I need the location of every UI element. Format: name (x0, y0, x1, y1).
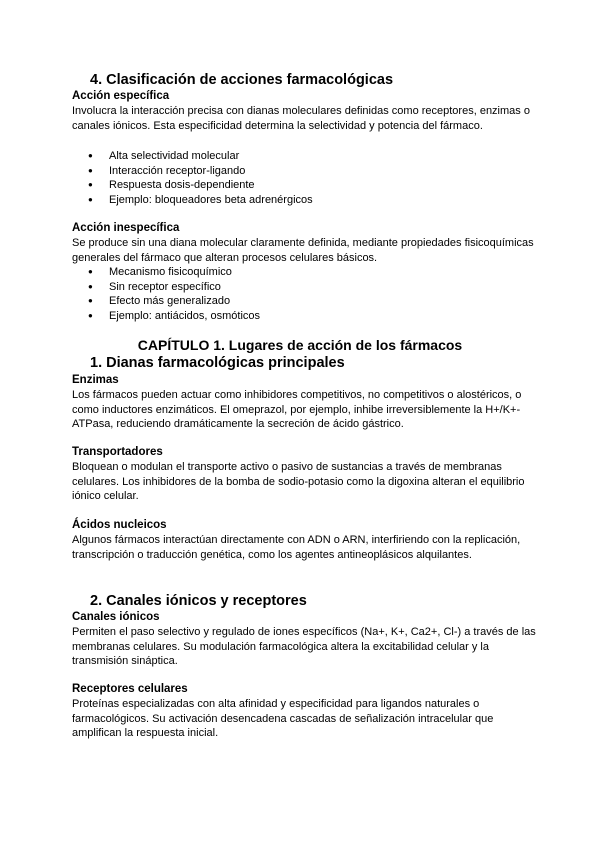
list-item: ● Mecanismo fisicoquímico (88, 265, 260, 280)
list-item: ● Ejemplo: antiácidos, osmóticos (88, 309, 260, 324)
acidos-nucleicos-heading: Ácidos nucleicos (72, 519, 167, 531)
transportadores-heading: Transportadores (72, 446, 163, 458)
canales-ionicos-heading: Canales iónicos (72, 611, 160, 623)
enzimas-text: Los fármacos pueden actuar como inhibidores competitivos, no competitivos o alostéricos, o como inductores enzimáticos. El omeprazol, por ejemplo, inhibe irreversiblemente la H+/K+-ATPasa, reduciendo dramáticamente la secreción de ácido gástrico. (72, 389, 522, 430)
receptores-celulares-heading: Receptores celulares (72, 683, 188, 695)
transportadores-text: Bloquean o modulan el transporte activo o pasivo de sustancias a través de membranas celulares. Los inhibidores de la bomba de sodio-potasio como la digoxina alteran el equilibrio iónico celular. (72, 461, 525, 502)
list-item: ● Interacción receptor-ligando (88, 164, 313, 179)
accion-inespecifica-heading: Acción inespecífica (72, 222, 180, 234)
list-item: ● Sin receptor específico (88, 280, 260, 295)
list-item: ● Alta selectividad molecular (88, 149, 313, 164)
accion-inespecifica-text: Se produce sin una diana molecular claramente definida, mediante propiedades fisicoquímicas generales del fármaco que alteran procesos celulares básicos. (72, 237, 534, 264)
accion-especifica-list (88, 149, 313, 207)
accion-inespecifica-list (88, 265, 260, 323)
list-item: ● Respuesta dosis-dependiente (88, 178, 313, 193)
acidos-nucleicos-text: Algunos fármacos interactúan directamente con ADN o ARN, interfiriendo con la replicación, transcripción o traducción genética, como los agentes antineoplásicos alquilantes. (72, 534, 521, 561)
accion-especifica-heading: Acción específica (72, 90, 170, 102)
list-item: ● Efecto más generalizado (88, 294, 260, 309)
chapter-title: CAPÍTULO 1. Lugares de acción de los fármacos (137, 337, 463, 353)
section-4-title: 4. Clasificación de acciones farmacológicas (90, 72, 394, 88)
receptores-celulares-text: Proteínas especializadas con alta afinidad y especificidad para ligandos naturales o farmacológicos. Su activación desencadena cascadas de señalización intracelular que amplifican la respuesta inicial. (72, 698, 494, 739)
list-item: ● Ejemplo: bloqueadores beta adrenérgicos (88, 193, 313, 208)
section-1-title: 1. Dianas farmacológicas principales (90, 355, 345, 371)
accion-especifica-text: Involucra la interacción precisa con dianas moleculares definidas como receptores, enzimas o canales iónicos. Esta especificidad determina la selectividad y potencia del fármaco. (72, 105, 530, 132)
section-2-title: 2. Canales iónicos y receptores (90, 593, 307, 609)
canales-ionicos-text: Permiten el paso selectivo y regulado de iones específicos (Na+, K+, Ca2+, Cl-) a través de las membranas celulares. Su modulación farmacológica altera la excitabilidad celular y la transmisión sináptica. (72, 626, 536, 667)
enzimas-heading: Enzimas (72, 374, 119, 386)
